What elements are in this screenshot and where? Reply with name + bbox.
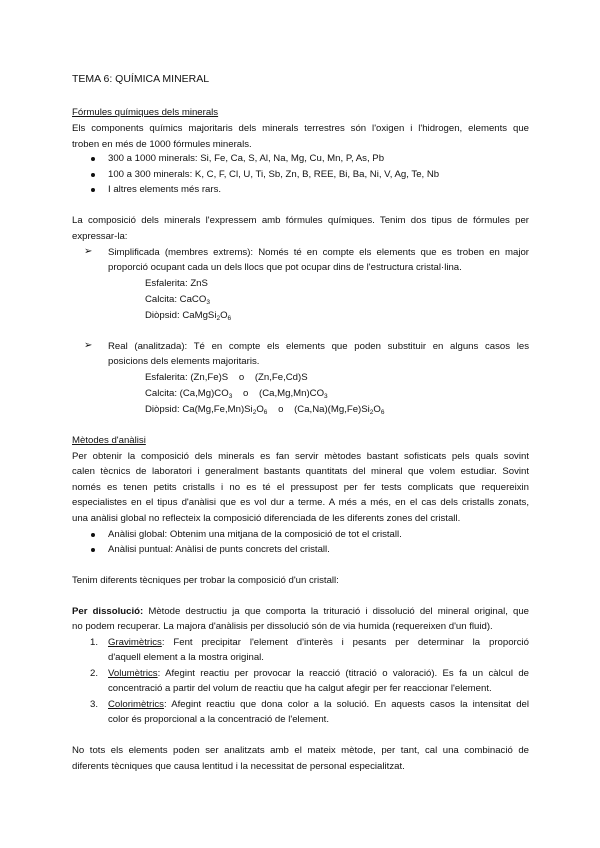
list-item-continuation: d'aquell element a la mostra original. <box>108 652 264 663</box>
dissolution-label: Per dissolució: <box>72 606 144 617</box>
formula-example: Diòpsid: $CaMgSi_2O_6$ <box>145 310 232 322</box>
formula-example: Calcita: $(Ca,Mg)CO_3$ o $(Ca,Mg,Mn)CO_3$ <box>145 388 328 400</box>
bullet-icon <box>91 533 95 537</box>
bullet-icon <box>91 548 95 552</box>
list-item: Colorimètrics: Afegint reactiu que dona color a la solució. En aquests casos la intensitat del <box>108 699 529 710</box>
paragraph-line: expressar-la: <box>72 231 128 242</box>
bullet-icon <box>91 188 95 192</box>
arrow-bullet-icon: ➢ <box>84 246 93 257</box>
paragraph-line: no podem recuperar. La majora d'anàlisis per dissolució són de via humida (requereixen d'un fluid). <box>72 621 493 632</box>
paragraph-line: Tenim diferents tècniques per trobar la composició d'un cristall: <box>72 575 339 586</box>
page-title: TEMA 6: QUÍMICA MINERAL <box>72 73 210 85</box>
list-number: 3. <box>90 699 99 710</box>
paragraph-line: proporció ocupant cada un dels llocs que pot ocupar dins de l'estructura cristal·lina. <box>108 262 462 273</box>
list-item-continuation: color és proporcional a la concentració de l'element. <box>108 714 330 725</box>
section-heading-formulas: Fórmules químiques dels minerals <box>72 107 219 118</box>
paragraph-line: No tots els elements poden ser analitzats amb el mateix mètode, per tant, cal una combinació de <box>72 745 529 756</box>
paragraph-line: especialistes en el tipus d'anàlisi que es vol dur a terme. A més a més, en el cas dels cristalls zonats, <box>72 497 529 508</box>
list-item: Gravimètrics: Fent precipitar l'element d'interès i pesants per determinar la proporció <box>108 637 529 648</box>
paragraph-line: Real (analitzada): Té en compte els elements que poden substituir en alguns casos les <box>108 341 529 352</box>
arrow-bullet-icon: ➢ <box>84 340 93 351</box>
paragraph-line: Els components químics majoritaris dels minerals terrestres són l'oxigen i l'hidrogen, elements que <box>72 123 529 134</box>
paragraph-line: una anàlisi global no reflecteix la composició diferenciada de les diferents zones del cristall. <box>72 513 461 524</box>
bullet-icon <box>91 157 95 161</box>
list-item: Volumètrics: Afegint reactiu per provocar la reacció (titració o valoració). Es fa un càlcul de <box>108 668 529 679</box>
paragraph-line: diferents tècniques que causa lentitud i la necessitat de personal especialitzat. <box>72 761 405 772</box>
paragraph-line: Simplificada (membres extrems): Només té en compte els elements que es troben en major <box>108 247 529 258</box>
paragraph-line: Per obtenir la composició dels minerals es fan servir mètodes bastant sofisticats pels quals sovint <box>72 451 529 462</box>
formula-example: Esfalerita: (Zn,Fe)S o (Zn,Fe,Cd)S <box>145 372 308 383</box>
list-item: Anàlisi global: Obtenim una mitjana de la composició de tot el cristall. <box>108 529 402 540</box>
paragraph-line: calen tècnics de laboratori i generalment bastants quantitats del mineral que volem estudiar. Sovint <box>72 466 529 477</box>
formula-example: Calcita: CaCO$_3$ <box>145 294 210 306</box>
paragraph-line: Per dissolució: Mètode destructiu ja que comporta la trituració i dissolució del mineral original, que <box>72 606 529 617</box>
paragraph-line: La composició dels minerals l'expressem amb fórmules químiques. Tenim dos tipus de fórmules per <box>72 215 529 226</box>
list-item: 100 a 300 minerals: K, C, F, Cl, U, Ti, Sb, Zn, B, REE, Bi, Ba, Ni, V, Ag, Te, Nb <box>108 169 440 180</box>
list-item: I altres elements més rars. <box>108 184 222 195</box>
formula-example: Diòpsid: $Ca(Mg,Fe,Mn)Si_2O_6$ o $(Ca,Na)(Mg,Fe)Si_2O_6$ <box>145 404 385 416</box>
list-item: 300 a 1000 minerals: Si, Fe, Ca, S, Al, Na, Mg, Cu, Mn, P, As, Pb <box>108 153 385 164</box>
paragraph-line: només es tenen petits cristalls i no es té el pressupost per fer tests complicats que requereixin <box>72 482 529 493</box>
section-heading-methods: Mètodes d'anàlisi <box>72 435 146 446</box>
list-number: 1. <box>90 637 99 648</box>
paragraph-line: posicions dels elements majoritaris. <box>108 356 260 367</box>
bullet-icon <box>91 173 95 177</box>
paragraph-line: troben en més de 1000 fórmules minerals. <box>72 139 252 150</box>
list-item-continuation: concentració a partir del volum de reactiu que ha calgut afegir per fer reaccionar l'element. <box>108 683 492 694</box>
list-number: 2. <box>90 668 99 679</box>
list-item: Anàlisi puntual: Anàlisi de punts concrets del cristall. <box>108 544 330 555</box>
formula-example: Esfalerita: ZnS <box>145 278 208 289</box>
